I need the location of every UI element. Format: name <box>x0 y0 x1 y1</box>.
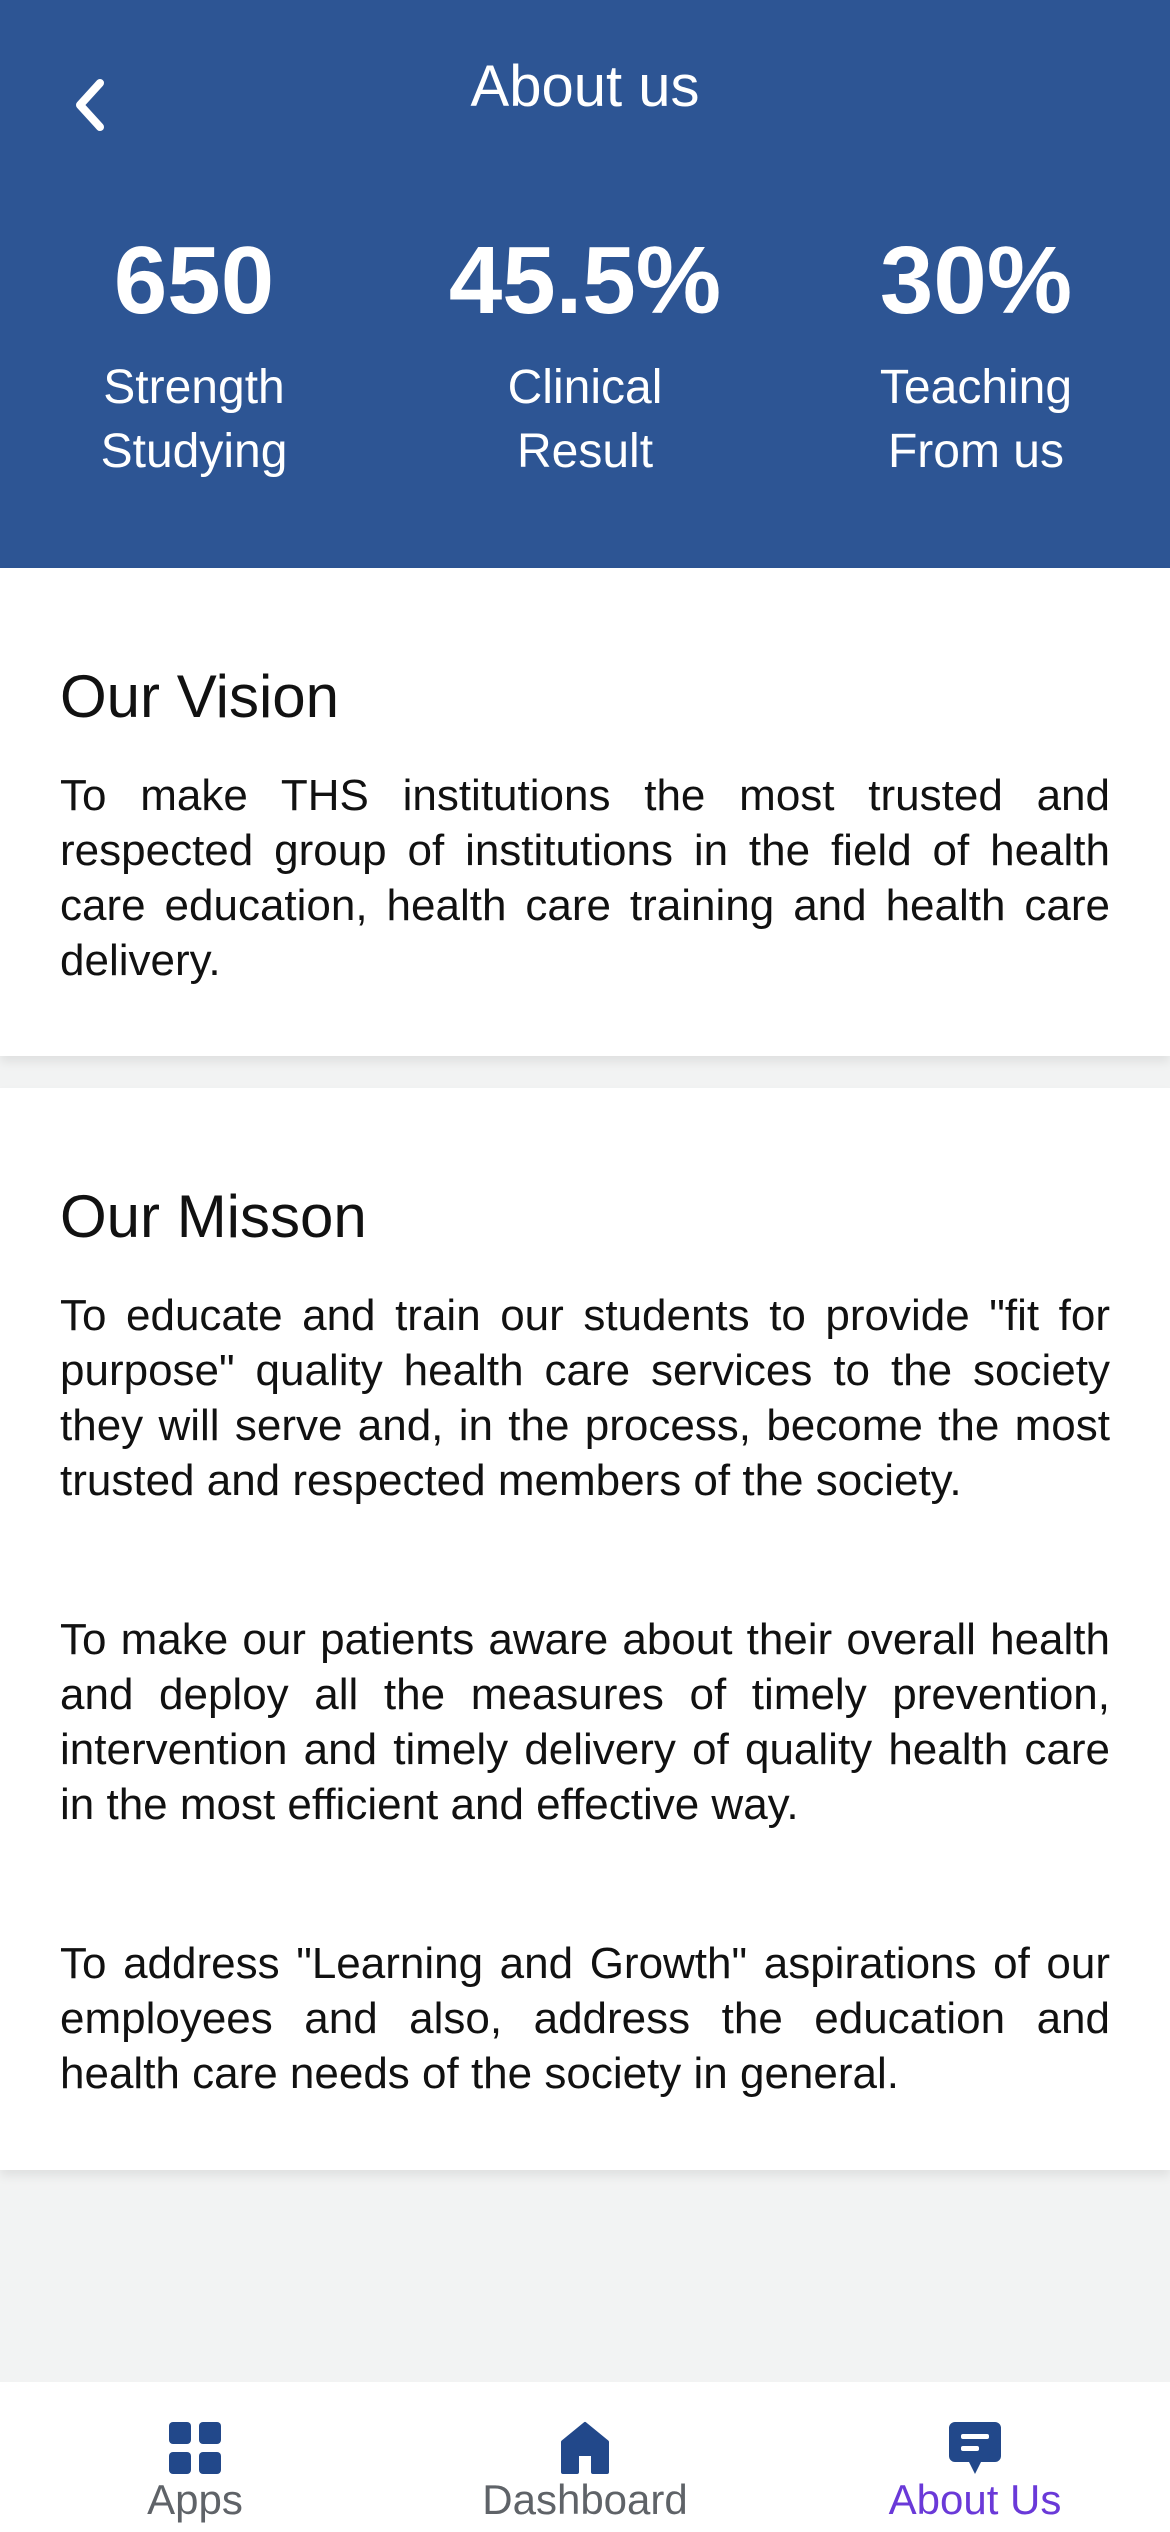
tab-label: Dashboard <box>482 2476 688 2523</box>
home-icon <box>555 2418 615 2478</box>
stat-value: 45.5% <box>448 227 722 334</box>
tab-apps[interactable] <box>0 2382 390 2532</box>
tab-label: About Us <box>888 2476 1062 2523</box>
stat-teaching <box>796 222 1156 484</box>
stat-label: Teaching From us <box>879 361 1073 478</box>
stat-value: 650 <box>113 227 275 334</box>
mission-heading: Our Misson <box>60 1183 367 1250</box>
page-title: About us <box>470 54 700 119</box>
tab-dashboard[interactable] <box>390 2382 780 2532</box>
vision-text: To make THS institutions the most trusted and respected group of institutions in the field of health care education, health care training and health care delivery. <box>60 771 1110 985</box>
grid-icon <box>165 2418 225 2478</box>
stat-strength <box>14 222 374 484</box>
chat-icon <box>945 2418 1005 2478</box>
header <box>0 0 1170 568</box>
stat-label: Clinical Result <box>507 361 663 478</box>
tab-about-us[interactable] <box>780 2382 1170 2532</box>
mission-paragraph: To address "Learning and Growth" aspirations of our employees and also, address the education and health care needs of the society in general. <box>60 1939 1110 2098</box>
mission-card <box>0 1088 1170 2170</box>
tab-label: Apps <box>147 2476 243 2523</box>
bottom-tab-bar <box>0 2382 1170 2532</box>
vision-card <box>0 568 1170 1056</box>
mission-paragraph: To make our patients aware about their overall health and deploy all the measures of timely prevention, intervention and timely delivery of quality health care in the most efficient and effective way. <box>60 1615 1110 1829</box>
stat-value: 30% <box>879 227 1073 334</box>
vision-heading: Our Vision <box>60 663 340 730</box>
mission-paragraph: To educate and train our students to provide "fit for purpose" quality health care services to the society they will serve and, in the process, become the most trusted and respected members of the society. <box>60 1291 1110 1505</box>
stat-clinical <box>405 222 765 484</box>
stat-label: Strength Studying <box>100 361 288 478</box>
